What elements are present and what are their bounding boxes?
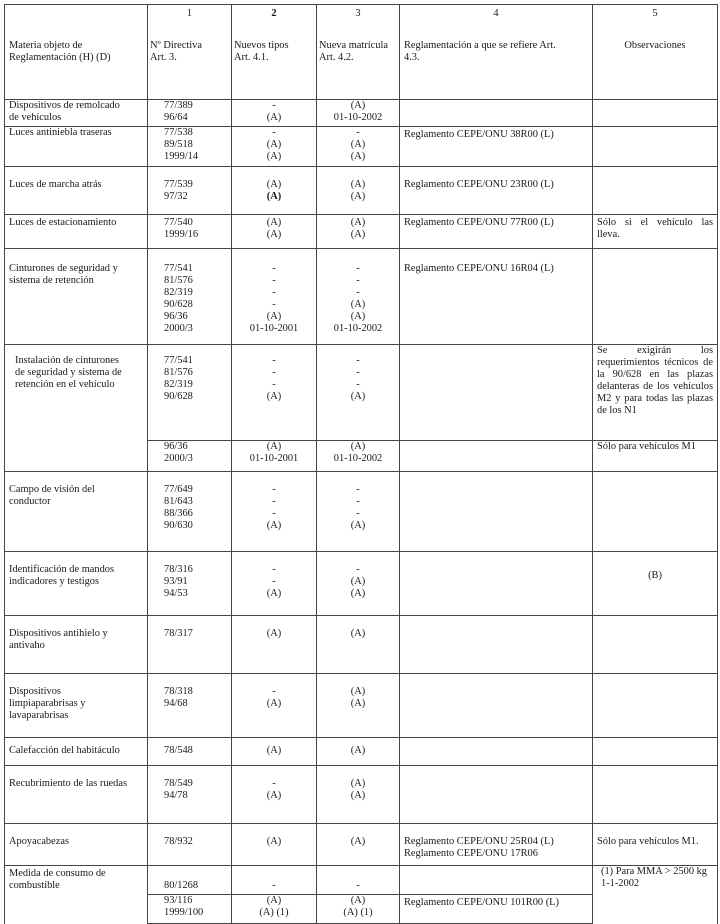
column-number: 2: [271, 8, 277, 19]
column-number: 4: [493, 8, 499, 19]
nuevos-value: -: [272, 287, 276, 298]
header-line: Nº Directiva: [150, 40, 202, 51]
matricula-value: (A): [350, 151, 366, 162]
nuevos-value: -: [272, 508, 276, 519]
matricula-value: -: [356, 355, 360, 366]
matricula-value: -: [356, 880, 360, 891]
nuevos-value: -: [272, 778, 276, 789]
matricula-value: (A) (1): [343, 907, 373, 918]
nuevos-value: (A): [266, 790, 282, 801]
table-header-row: [5, 5, 718, 100]
materia-line: de vehículos: [9, 112, 62, 123]
nuevos-value: 01-10-2001: [249, 323, 299, 334]
materia-line: combustible: [9, 880, 60, 891]
directiva-value: 90/628: [164, 391, 193, 402]
materia-line: Apoyacabezas: [9, 836, 69, 847]
matricula-value: (A): [350, 217, 366, 228]
matricula-value: (A): [350, 139, 366, 150]
directiva-value: 93/116: [164, 895, 193, 906]
directiva-value: 81/576: [164, 275, 193, 286]
nuevos-value: (A): [266, 520, 282, 531]
table-row: [5, 215, 718, 249]
matricula-value: (A): [350, 441, 366, 452]
matricula-value: (A): [350, 311, 366, 322]
nuevos-value: (A): [266, 628, 282, 639]
nuevos-value: -: [272, 880, 276, 891]
materia-line: Dispositivos de remolcado: [9, 100, 120, 111]
nuevos-value: (A): [266, 698, 282, 709]
directiva-value: 88/366: [164, 508, 193, 519]
nuevos-value: (A): [266, 745, 282, 756]
nuevos-value: -: [272, 275, 276, 286]
matricula-value: -: [356, 379, 360, 390]
header-line: Materia objeto de: [9, 40, 83, 51]
matricula-value: (A): [350, 628, 366, 639]
header-line: Art. 4.1.: [234, 52, 269, 63]
directiva-value: 78/549: [164, 778, 193, 789]
directiva-value: 94/78: [164, 790, 188, 801]
observaciones-text: Sólo para vehículos M1.: [597, 836, 699, 847]
materia-line: indicadores y testigos: [9, 576, 100, 587]
observaciones-text: (B): [648, 570, 662, 581]
matricula-value: -: [356, 127, 360, 138]
directiva-value: 96/36: [164, 441, 188, 452]
observaciones-text: Sólo si el vehículo las lleva.: [597, 217, 713, 240]
directiva-value: 90/628: [164, 299, 193, 310]
matricula-value: (A): [350, 588, 366, 599]
header-line: Reglamentación (H) (D): [9, 52, 111, 63]
directiva-value: 78/932: [164, 836, 193, 847]
matricula-value: 01-10-2002: [333, 112, 383, 123]
nuevos-value: (A) (1): [259, 907, 289, 918]
nuevos-value: -: [272, 367, 276, 378]
materia-line: limpiaparabrisas y: [9, 698, 86, 709]
materia-line: retención en el vehículo: [15, 379, 115, 390]
directiva-value: 90/630: [164, 520, 193, 531]
reglamentacion-line: Reglamento CEPE/ONU 38R00 (L): [404, 129, 554, 140]
table-row: [5, 100, 718, 127]
directiva-value: 77/540: [164, 217, 193, 228]
materia-line: antivaho: [9, 640, 45, 651]
observaciones-text: (1) Para MMA > 2500 kg 1-1-2002: [601, 866, 708, 889]
matricula-value: (A): [350, 191, 366, 202]
matricula-value: -: [356, 367, 360, 378]
directiva-value: 77/538: [164, 127, 193, 138]
nuevos-value: -: [272, 564, 276, 575]
header-reglamentacion: [400, 5, 593, 100]
materia-line: Identificación de mandos: [9, 564, 115, 575]
observaciones-text: Se exigirán los requerimientos técnicos de la 90/628 en las plazas delanteras de los vehículos M2 y para todas las plazas de los N1: [597, 345, 713, 416]
header-line: Art. 4.2.: [319, 52, 354, 63]
matricula-value: (A): [350, 576, 366, 587]
matricula-value: (A): [350, 895, 366, 906]
table-row: [5, 249, 718, 345]
nuevos-value: -: [272, 263, 276, 274]
matricula-value: -: [356, 564, 360, 575]
directiva-value: 81/576: [164, 367, 193, 378]
materia-line: lavaparabrisas: [9, 710, 69, 721]
directiva-value: 93/91: [164, 576, 188, 587]
table-row: [5, 552, 718, 616]
materia-line: Instalación de cinturones: [15, 355, 119, 366]
directiva-value: 80/1268: [164, 880, 199, 891]
header-materia: [5, 5, 148, 100]
matricula-value: (A): [350, 745, 366, 756]
directiva-value: 1999/100: [164, 907, 204, 918]
directiva-value: 96/64: [164, 112, 188, 123]
matricula-value: (A): [350, 836, 366, 847]
nuevos-value: (A): [266, 311, 282, 322]
matricula-value: (A): [350, 229, 366, 240]
directiva-value: 94/68: [164, 698, 188, 709]
nuevos-value: (A): [266, 179, 282, 190]
header-line: 4.3.: [404, 52, 420, 63]
table-row: [5, 866, 718, 895]
matricula-value: (A): [350, 100, 366, 111]
directiva-value: 77/541: [164, 355, 193, 366]
matricula-value: -: [356, 508, 360, 519]
directiva-value: 78/316: [164, 564, 193, 575]
matricula-value: -: [356, 484, 360, 495]
matricula-value: -: [356, 496, 360, 507]
materia-line: Campo de visión del: [9, 484, 95, 495]
table-row: [5, 766, 718, 824]
nuevos-value: -: [272, 576, 276, 587]
nuevos-value: (A): [266, 112, 282, 123]
materia-line: conductor: [9, 496, 51, 507]
materia-line: Dispositivos: [9, 686, 61, 697]
directiva-value: 78/548: [164, 745, 193, 756]
matricula-value: (A): [350, 790, 366, 801]
nuevos-value: (A): [266, 895, 282, 906]
directiva-value: 2000/3: [164, 323, 193, 334]
matricula-value: (A): [350, 520, 366, 531]
reglamentacion-line: Reglamento CEPE/ONU 77R00 (L): [404, 217, 554, 228]
matricula-value: -: [356, 287, 360, 298]
materia-line: Luces de marcha atrás: [9, 179, 102, 190]
matricula-value: (A): [350, 179, 366, 190]
header-directiva: [148, 5, 232, 100]
directiva-value: 81/643: [164, 496, 193, 507]
table-row: [5, 616, 718, 674]
directiva-value: 82/319: [164, 379, 193, 390]
nuevos-value: (A): [266, 441, 282, 452]
column-number: 5: [652, 8, 658, 19]
nuevos-value: (A): [266, 229, 282, 240]
header-nueva-matricula: [317, 5, 400, 100]
directiva-value: 77/541: [164, 263, 193, 274]
nuevos-value: -: [272, 100, 276, 111]
reglamentacion-line: Reglamento CEPE/ONU 17R06: [404, 848, 538, 859]
materia-line: Dispositivos antihielo y: [9, 628, 108, 639]
header-nuevos-tipos: [232, 5, 317, 100]
nuevos-value: (A): [266, 391, 282, 402]
reglamentacion-line: Reglamento CEPE/ONU 25R04 (L): [404, 836, 554, 847]
directiva-value: 94/53: [164, 588, 188, 599]
matricula-value: 01-10-2002: [333, 323, 383, 334]
materia-line: Calefacción del habitáculo: [9, 745, 120, 756]
directiva-value: 89/518: [164, 139, 193, 150]
directiva-value: 77/649: [164, 484, 193, 495]
matricula-value: (A): [350, 778, 366, 789]
materia-line: sistema de retención: [9, 275, 94, 286]
table-row: [5, 127, 718, 167]
table-row: [5, 345, 718, 441]
directiva-value: 78/317: [164, 628, 193, 639]
directiva-value: 2000/3: [164, 453, 193, 464]
directiva-value: 78/318: [164, 686, 193, 697]
observaciones-text: Sólo para vehículos M1: [597, 441, 696, 452]
regulation-table: [4, 4, 718, 924]
nuevos-value: -: [272, 379, 276, 390]
nuevos-value: -: [272, 355, 276, 366]
matricula-value: (A): [350, 299, 366, 310]
directiva-value: 77/389: [164, 100, 193, 111]
table-row: [5, 472, 718, 552]
reglamentacion-line: Reglamento CEPE/ONU 16R04 (L): [404, 263, 554, 274]
header-line: Nueva matrícula: [319, 40, 388, 51]
nuevos-value: 01-10-2001: [249, 453, 299, 464]
nuevos-value: -: [272, 127, 276, 138]
nuevos-value: (A): [266, 836, 282, 847]
table-row: [5, 674, 718, 738]
table-row: [5, 824, 718, 866]
nuevos-value: (A): [266, 217, 282, 228]
header-line: Reglamentación a que se refiere Art.: [404, 40, 556, 51]
nuevos-value: (A): [266, 151, 282, 162]
nuevos-value: -: [272, 299, 276, 310]
directiva-value: 82/319: [164, 287, 193, 298]
reglamentacion-line: Reglamento CEPE/ONU 101R00 (L): [404, 897, 559, 908]
header-observaciones: [593, 5, 718, 100]
directiva-value: 77/539: [164, 179, 193, 190]
nuevos-value: -: [272, 686, 276, 697]
directiva-value: 97/32: [164, 191, 188, 202]
nuevos-value: -: [272, 484, 276, 495]
materia-line: Medida de consumo de: [9, 868, 106, 879]
header-line: Nuevos tipos: [234, 40, 289, 51]
directiva-value: 1999/14: [164, 151, 199, 162]
matricula-value: 01-10-2002: [333, 453, 383, 464]
nuevos-value: (A): [266, 191, 282, 202]
column-number: 3: [355, 8, 361, 19]
directiva-value: 1999/16: [164, 229, 199, 240]
materia-line: Luces de estacionamiento: [9, 217, 117, 228]
materia-line: de seguridad y sistema de: [15, 367, 122, 378]
directiva-value: 96/36: [164, 311, 188, 322]
table-row: [5, 167, 718, 215]
header-line: Observaciones: [624, 40, 686, 51]
matricula-value: (A): [350, 391, 366, 402]
header-line: Art. 3.: [150, 52, 177, 63]
nuevos-value: (A): [266, 139, 282, 150]
reglamentacion-line: Reglamento CEPE/ONU 23R00 (L): [404, 179, 554, 190]
matricula-value: (A): [350, 698, 366, 709]
matricula-value: -: [356, 275, 360, 286]
table-row: [5, 738, 718, 766]
matricula-value: (A): [350, 686, 366, 697]
materia-line: Cinturones de seguridad y: [9, 263, 118, 274]
materia-line: Recubrimiento de las ruedas: [9, 778, 128, 789]
materia-line: Luces antiniebla traseras: [9, 127, 112, 138]
nuevos-value: -: [272, 496, 276, 507]
column-number: 1: [186, 8, 193, 19]
matricula-value: -: [356, 263, 360, 274]
nuevos-value: (A): [266, 588, 282, 599]
